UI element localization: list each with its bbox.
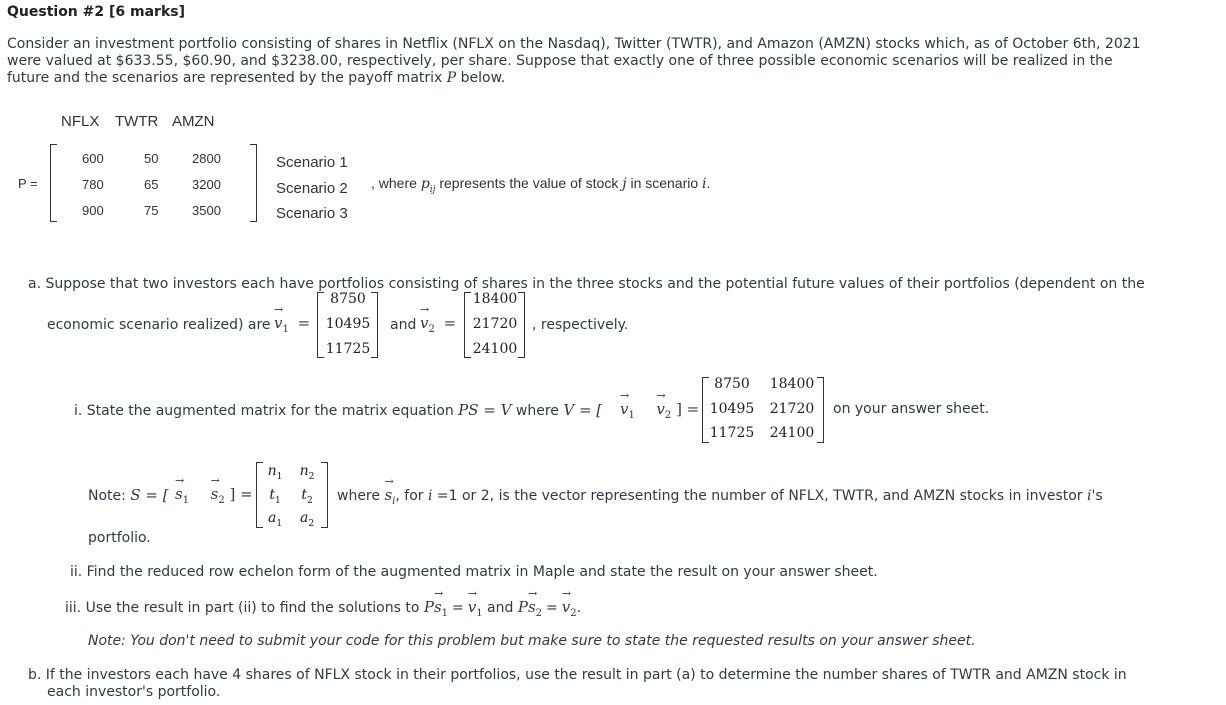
part-a-ii: ii. Find the reduced row echelon form of the augmented matrix in Maple and state the result on your answer sheet. xyxy=(70,564,878,580)
a1-letter: a xyxy=(267,510,277,526)
note-portfolio: portfolio. xyxy=(88,530,151,546)
p-ij-symbol xyxy=(420,176,436,195)
p-letter: p xyxy=(420,176,430,192)
where-scenario: in scenario xyxy=(626,175,703,191)
t1-letter: t xyxy=(269,487,275,503)
where-mid: represents the value of stock xyxy=(435,175,623,191)
header-nflx: NFLX xyxy=(61,113,100,130)
iii-p1: P xyxy=(423,598,434,616)
iii-eq2: = xyxy=(546,600,558,616)
V-2-1: 10495 xyxy=(709,401,755,417)
v2-letter: v xyxy=(420,314,429,332)
ij-subscript: ij xyxy=(429,184,436,195)
note-for: , for xyxy=(395,488,428,504)
t1-sub: 1 xyxy=(274,495,281,506)
i-v1-letter: v xyxy=(620,400,629,418)
iii-end: . xyxy=(576,600,582,616)
i-v2-letter: v xyxy=(656,400,665,418)
answer-sheet-text: on your answer sheet. xyxy=(833,401,990,417)
cell-1-3: 2800 xyxy=(192,151,221,166)
note-no-code: Note: You don't need to submit your code for this problem but make sure to state the requested results on your answer sheet. xyxy=(88,633,976,649)
part-b-line-2: each investor's portfolio. xyxy=(47,684,221,700)
S-n2 xyxy=(294,463,320,482)
si-letter: s xyxy=(384,486,393,504)
s2-letter: s xyxy=(210,485,219,503)
intro-text-end: below. xyxy=(456,70,506,86)
iii-v2: v xyxy=(561,598,571,616)
a2-sub: 2 xyxy=(308,518,315,529)
note-where: where xyxy=(337,488,385,504)
cell-3-1: 900 xyxy=(82,203,104,218)
S-n1 xyxy=(262,463,288,482)
v2-eq: = xyxy=(443,314,457,332)
left-bracket xyxy=(50,144,57,222)
V-1-1: 8750 xyxy=(714,376,750,392)
S-a1 xyxy=(262,510,288,529)
s-equals: S = [ xyxy=(130,486,169,504)
j-symbol: j xyxy=(622,176,627,192)
and-text: and xyxy=(390,317,417,333)
intro-line-1: Consider an investment portfolio consisting of shares in Netflix (NFLX on the Nasdaq), Twitter (TWTR), and Amazon (AMZN) stocks which, as of October 6th, 2021 xyxy=(7,36,1141,52)
v2-symbol: → $v_2$ = xyxy=(420,303,457,335)
note-label: Note: xyxy=(88,488,131,504)
intro-text: future and the scenarios are represented by the payoff matrix xyxy=(7,70,447,86)
right-bracket xyxy=(250,144,257,222)
v1-letter: v xyxy=(274,314,283,332)
cell-1-2: 50 xyxy=(144,151,159,166)
v2-entry-1: 18400 xyxy=(472,291,518,307)
V-3-2: 24100 xyxy=(769,425,815,441)
part-a-line-2 xyxy=(47,317,271,333)
note-i2: i xyxy=(1087,488,1092,504)
respectively-text: , respectively. xyxy=(532,317,629,333)
where-comma: , where xyxy=(371,175,421,191)
n1-letter: n xyxy=(267,463,277,479)
S-a2 xyxy=(294,510,320,529)
n1-sub: 1 xyxy=(276,471,283,482)
note-vector-desc: =1 or 2, is the vector representing the number of NFLX, TWTR, and AMZN stocks in investor xyxy=(432,488,1088,504)
ps-equals-v: PS = V xyxy=(458,401,512,419)
note-s-description: where → $s_i$, for i =1 or 2, is the vector representing the number of NFLX, TWTR, and AMZN stocks in investor i's xyxy=(337,475,1103,507)
v2-entry-3: 24100 xyxy=(472,341,518,357)
v1-symbol: → $v_1$ = xyxy=(274,303,311,335)
v1-entry-3: 11725 xyxy=(325,341,371,357)
iii-v1-sub: 1 xyxy=(476,607,483,619)
matrix-label-p: P = xyxy=(18,176,38,191)
si-sub: i xyxy=(392,495,396,507)
v-equals: V = [ xyxy=(563,401,603,419)
header-amzn: AMZN xyxy=(172,113,215,130)
cell-2-3: 3200 xyxy=(192,177,221,192)
t2-letter: t xyxy=(301,487,307,503)
v2-sub: 2 xyxy=(428,324,435,335)
a2-letter: a xyxy=(299,510,309,526)
n2-sub: 2 xyxy=(308,471,315,482)
part-a-line-1: a. Suppose that two investors each have portfolios consisting of shares in the three stocks and the potential future values of their portfolios (dependent on the xyxy=(28,276,1145,292)
intro-line-2: were valued at $633.55, $60.90, and $3238.00, respectively, per share. Suppose that exactly one of three possible economic scenarios will be realized in the xyxy=(7,53,1113,69)
s1-sub: 1 xyxy=(182,495,190,506)
note-i: i xyxy=(427,488,433,504)
V-2-2: 21720 xyxy=(769,401,815,417)
cell-3-2: 75 xyxy=(144,203,159,218)
part-a-i-lead: i. State the augmented matrix for the matrix equation xyxy=(74,403,459,419)
part-a-l2-text: economic scenario realized) are xyxy=(47,317,271,333)
s1-s2-symbols: → $s_1$ → $s_2$ ] = xyxy=(175,474,253,506)
i-symbol: i xyxy=(702,176,707,192)
iii-v2-sub: 2 xyxy=(570,607,577,619)
n2-letter: n xyxy=(299,463,309,479)
intro-line-3 xyxy=(7,70,505,86)
iii-p2: P xyxy=(517,598,528,616)
S-right-bracket xyxy=(321,462,328,528)
part-b-line-1: b. If the investors each have 4 shares of NFLX stock in their portfolios, use the result in part (a) to determine the number shares of TWTR and AMZN stock in xyxy=(28,667,1127,683)
i-v1-sub: 1 xyxy=(628,410,635,421)
where-period: . xyxy=(706,175,711,191)
iii-and: and xyxy=(482,600,518,616)
iii-s1: s xyxy=(433,598,442,616)
s-close-eq: ] = xyxy=(229,485,253,503)
cell-2-2: 65 xyxy=(144,177,159,192)
t2-sub: 2 xyxy=(306,495,313,506)
V-3-1: 11725 xyxy=(709,425,755,441)
v1-entry-1: 8750 xyxy=(330,291,366,307)
v1-eq: = xyxy=(297,314,311,332)
scenario-1: Scenario 1 xyxy=(276,154,348,171)
a1-sub: 1 xyxy=(276,518,283,529)
s1-letter: s xyxy=(175,485,183,503)
payoff-where-text xyxy=(371,175,710,195)
iii-v1: v xyxy=(467,598,477,616)
part-a-i-where: where xyxy=(511,403,564,419)
v-close-eq: ] = xyxy=(676,400,700,418)
cell-2-1: 780 xyxy=(82,177,104,192)
i-v2-sub: 2 xyxy=(664,410,672,421)
part-a-i-text xyxy=(74,401,602,419)
iii-s2-sub: 2 xyxy=(535,607,543,619)
question-title: Question #2 [6 marks] xyxy=(7,4,185,20)
v2-entry-2: 21720 xyxy=(472,316,518,332)
cell-3-3: 3500 xyxy=(192,203,221,218)
note-apostrophe: 's xyxy=(1091,488,1103,504)
S-t1 xyxy=(262,487,288,506)
iii-s1-sub: 1 xyxy=(441,607,449,619)
v1-v2-symbols: → $v_1$ → $v_2$ ] = xyxy=(620,389,700,421)
header-twtr: TWTR xyxy=(115,113,159,130)
v1-entry-2: 10495 xyxy=(325,316,371,332)
iii-s2: s xyxy=(527,598,536,616)
iii-eq1: = xyxy=(452,600,464,616)
part-a-iii: iii. Use the result in part (ii) to find the solutions to P → $s_1$ = → $v_1$ and P → $s_2$ = → $v_2$. xyxy=(65,587,582,619)
scenario-3: Scenario 3 xyxy=(276,205,348,222)
v1-sub: 1 xyxy=(282,324,289,335)
matrix-symbol-p: P xyxy=(446,70,457,86)
S-t2 xyxy=(294,487,320,506)
iii-lead: iii. Use the result in part (ii) to find the solutions to xyxy=(65,600,424,616)
V-1-2: 18400 xyxy=(769,376,815,392)
scenario-2: Scenario 2 xyxy=(276,180,348,197)
s2-sub: 2 xyxy=(218,495,225,506)
cell-1-1: 600 xyxy=(82,151,104,166)
note-s-lead xyxy=(88,486,169,504)
